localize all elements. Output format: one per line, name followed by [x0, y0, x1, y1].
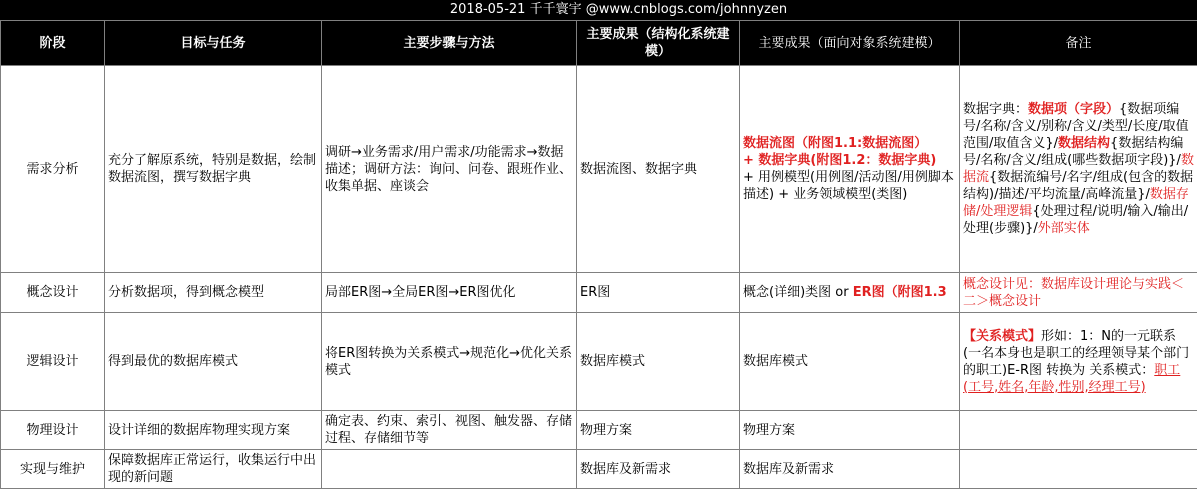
notes-cell — [960, 313, 1197, 411]
notes-highlight: 【关系模式】 — [963, 328, 1042, 344]
notes-highlight: 职工(工号,姓名,年龄,性别,经理工号) — [963, 362, 1181, 395]
stage-cell: 实现与维护 — [1, 450, 105, 489]
oo-highlight: ER图（附图1.3 — [852, 285, 947, 300]
goal-cell: 分析数据项，得到概念模型 — [105, 273, 322, 313]
oo-line-3: + 用例模型(用例图/活动图/用例脚本描述) + 业务领域模型(类图) — [743, 170, 954, 202]
table-row — [1, 66, 1197, 273]
notes-highlight: 数据结构 — [1058, 136, 1111, 151]
notes-cell: 概念设计见：数据库设计理论与实践＜二＞概念设计 — [960, 273, 1197, 313]
oo-cell — [740, 273, 960, 313]
watermark-bar — [0, 0, 1197, 20]
db-design-table — [0, 20, 1197, 489]
header-structured: 主要成果（结构化系统建模） — [577, 21, 740, 66]
watermark-text: 2018-05-21 千千寰宇 @www.cnblogs.com/johnnyzen — [449, 2, 788, 17]
header-steps: 主要步骤与方法 — [322, 21, 577, 66]
notes-text: {处理过程/说明/输入/输出/处理(步骤)}/ — [963, 204, 1189, 236]
oo-cell: 数据库模式 — [740, 313, 960, 411]
header-oo: 主要成果（面向对象系统建模） — [740, 21, 960, 66]
steps-cell — [322, 450, 577, 489]
notes-cell — [960, 450, 1197, 489]
steps-cell: 调研→业务需求/用户需求/功能需求→数据描述；调研方法：询问、问卷、跟班作业、收集单据、座谈会 — [322, 66, 577, 273]
notes-highlight: 数据存储/处理逻辑 — [963, 187, 1189, 219]
structured-cell: 数据库及新需求 — [577, 450, 740, 489]
table-row — [1, 411, 1197, 450]
steps-cell: 局部ER图→全局ER图→ER图优化 — [322, 273, 577, 313]
notes-text: {数据流编号/名字/组成(包含的数据结构)/描述/平均流量/高峰流量}/ — [963, 170, 1194, 202]
structured-cell: ER图 — [577, 273, 740, 313]
goal-cell: 得到最优的数据库模式 — [105, 313, 322, 411]
oo-text: 概念(详细)类图 or — [743, 285, 853, 300]
notes-text: 形如：1：N的一元联系(一名本身也是职工的经理领导某个部门的职工)E-R图 转换为 关系模式： — [963, 328, 1190, 378]
steps-cell: 将ER图转换为关系模式→规范化→优化关系模式 — [322, 313, 577, 411]
oo-line-1: 数据流图（附图1.1:数据流图） — [743, 136, 928, 151]
table-row — [1, 450, 1197, 489]
oo-cell: 物理方案 — [740, 411, 960, 450]
table-row — [1, 313, 1197, 411]
structured-cell: 数据流图、数据字典 — [577, 66, 740, 273]
header-stage: 阶段 — [1, 21, 105, 66]
structured-cell: 物理方案 — [577, 411, 740, 450]
notes-highlight: 数据项（字段） — [1028, 102, 1120, 117]
stage-cell: 需求分析 — [1, 66, 105, 273]
header-goal: 目标与任务 — [105, 21, 322, 66]
notes-cell — [960, 411, 1197, 450]
notes-highlight: 数据流 — [963, 153, 1194, 185]
oo-line-2: + 数据字典(附图1.2：数据字典) — [743, 153, 937, 168]
stage-cell: 概念设计 — [1, 273, 105, 313]
notes-text: 数据字典： — [963, 102, 1029, 117]
table-row — [1, 273, 1197, 313]
header-notes: 备注 — [960, 21, 1197, 66]
notes-text: {数据结构编号/名称/含义/组成(哪些数据项字段)}/ — [963, 136, 1184, 168]
structured-cell: 数据库模式 — [577, 313, 740, 411]
header-row — [1, 21, 1197, 66]
stage-cell: 物理设计 — [1, 411, 105, 450]
notes-text: {数据项编号/名称/含义/别称/含义/类型/长度/取值范围/取值含义}/ — [963, 102, 1189, 151]
goal-cell: 保障数据库正常运行，收集运行中出现的新问题 — [105, 450, 322, 489]
goal-cell: 设计详细的数据库物理实现方案 — [105, 411, 322, 450]
stage-cell: 逻辑设计 — [1, 313, 105, 411]
steps-cell: 确定表、约束、索引、视图、触发器、存储过程、存储细节等 — [322, 411, 577, 450]
oo-cell — [740, 66, 960, 273]
goal-cell: 充分了解原系统，特别是数据，绘制数据流图，撰写数据字典 — [105, 66, 322, 273]
oo-cell: 数据库及新需求 — [740, 450, 960, 489]
notes-cell — [960, 66, 1197, 273]
notes-highlight: 外部实体 — [1037, 221, 1090, 236]
